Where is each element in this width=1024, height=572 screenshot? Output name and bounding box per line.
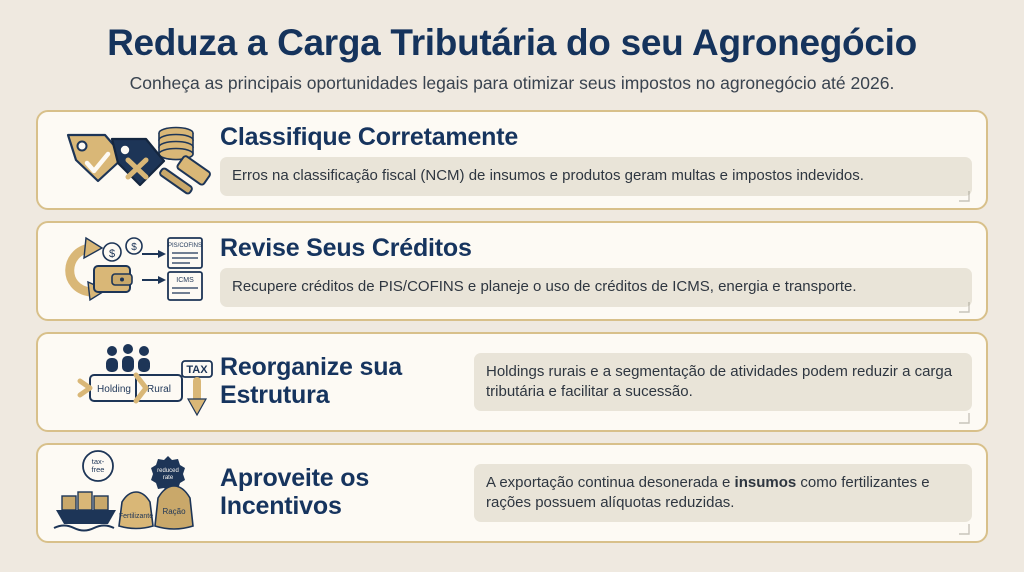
card-heading: Reorganize sua Estrutura (220, 353, 402, 409)
svg-text:reduced: reduced (157, 467, 179, 474)
desc-part-3: como fertilizantes e rações possuem alíquotas reduzidas. (486, 473, 930, 511)
cards-list (36, 110, 988, 543)
card-description: Holdings rurais e a segmentação de atividades podem reduzir a carga tributária e facilitar a sucessão. (474, 353, 972, 412)
svg-text:Fertilizante: Fertilizante (118, 512, 154, 520)
svg-text:$: $ (131, 241, 137, 253)
card-description: Recupere créditos de PIS/COFINS e planeje o uso de créditos de ICMS, energia e transporte. (220, 268, 972, 306)
svg-text:tax-: tax- (91, 456, 105, 466)
svg-text:ICMS: ICMS (176, 276, 194, 284)
svg-text:Holding: Holding (97, 383, 131, 395)
corner-mark-icon (956, 188, 972, 204)
card-creditos[interactable] (36, 221, 988, 321)
card-description: Erros na classificação fiscal (NCM) de insumos e produtos geram multas e impostos indevidos. (220, 157, 972, 195)
card-heading: Classifique Corretamente (220, 122, 519, 151)
card-incentivos[interactable] (36, 443, 988, 543)
svg-text:$: $ (108, 247, 116, 260)
card-estrutura[interactable] (36, 332, 988, 432)
desc-part-2-bold: insumos (734, 473, 797, 491)
card-heading: Aproveite os Incentivos (220, 464, 370, 520)
card-heading: Revise Seus Créditos (220, 233, 472, 262)
corner-mark-icon (956, 410, 972, 426)
page-title: Reduza a Carga Tributária do seu Agronegócio (107, 22, 917, 63)
svg-text:Ração: Ração (162, 506, 186, 516)
svg-text:TAX: TAX (186, 363, 208, 376)
card-body (220, 353, 972, 412)
card-description (474, 464, 972, 523)
svg-text:PIS/COFINS: PIS/COFINS (167, 242, 203, 249)
card-classifique[interactable] (36, 110, 988, 210)
price-tags-and-gavel-icon (48, 118, 220, 202)
svg-text:rate: rate (162, 474, 174, 481)
holding-rural-structure-icon (48, 340, 220, 424)
desc-part-1: A exportação continua desonerada e (486, 473, 735, 491)
card-body (220, 235, 972, 307)
card-body (220, 464, 972, 523)
svg-text:free: free (91, 464, 105, 474)
export-ship-and-sacks-icon (48, 451, 220, 535)
corner-mark-icon (956, 299, 972, 315)
credit-recovery-arrows-icon (48, 229, 220, 313)
svg-text:Rural: Rural (147, 383, 171, 395)
page-subtitle: Conheça as principais oportunidades legais para otimizar seus impostos no agronegócio até 2026. (129, 72, 895, 93)
corner-mark-icon (956, 521, 972, 537)
card-body (220, 124, 972, 196)
